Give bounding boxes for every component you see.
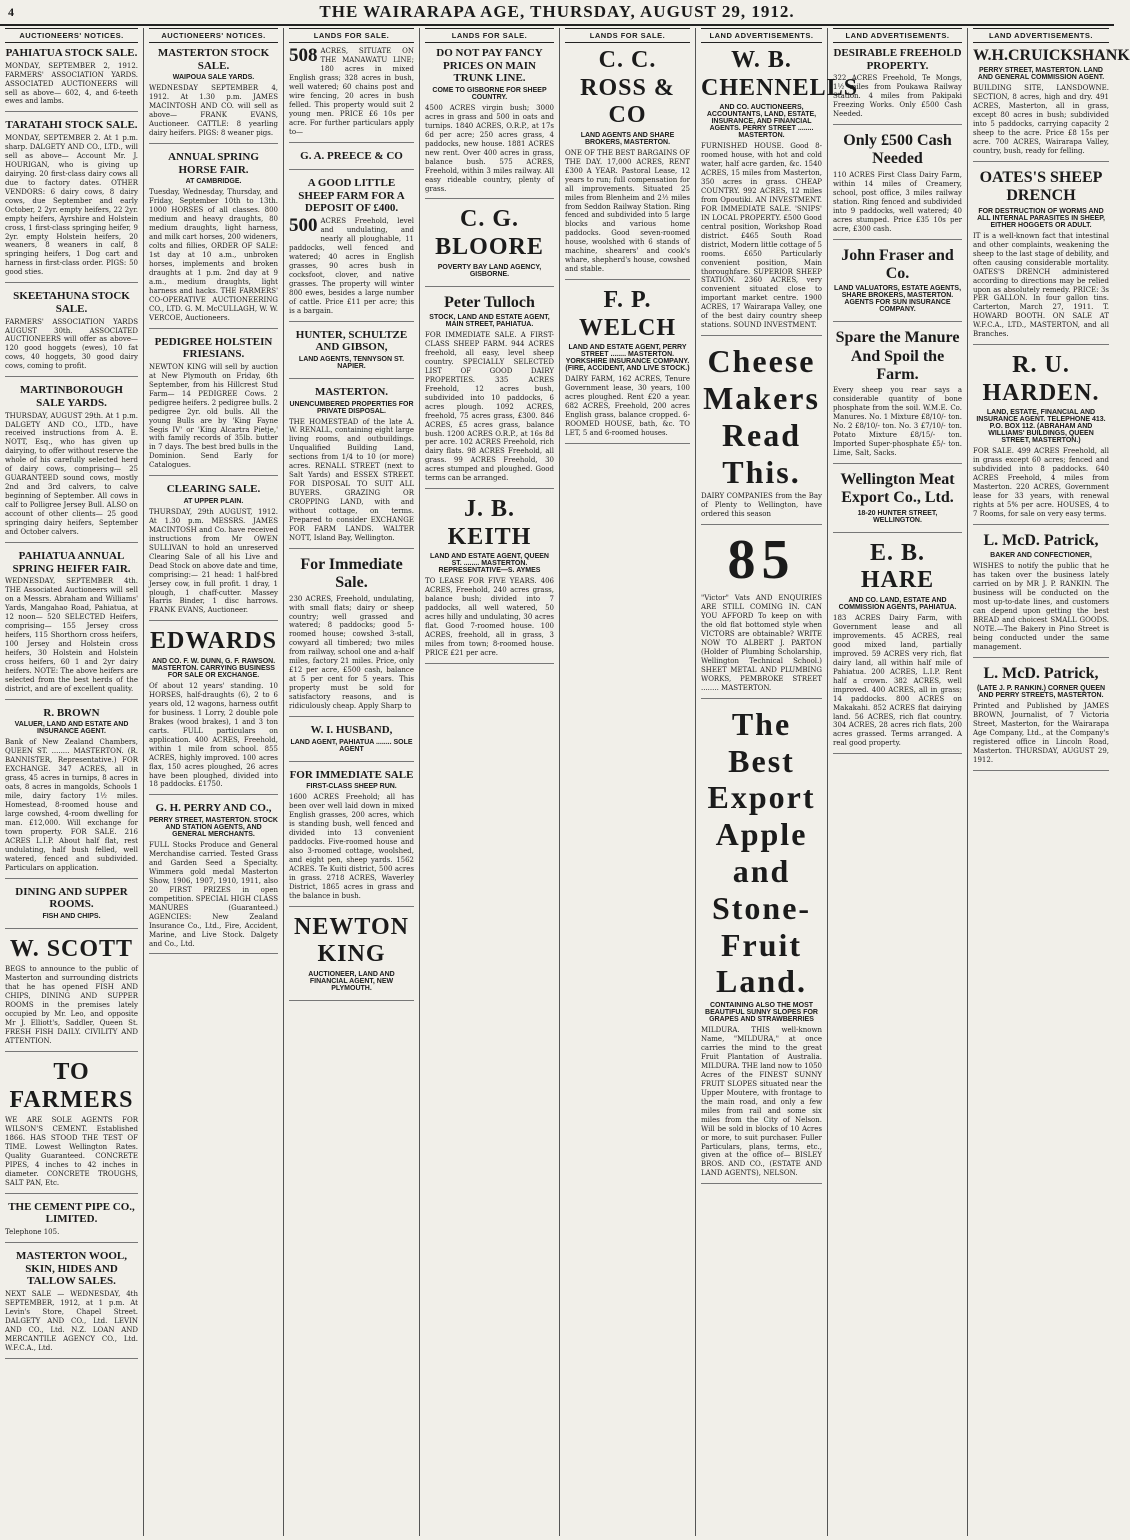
ad-subtitle: WAIPOUA SALE YARDS. [172,74,255,82]
advertisement [289,386,414,549]
ad-body [5,1116,138,1188]
ad-title: NEWTON KING [294,913,409,968]
advertisement [5,384,138,543]
advertisement [289,150,414,171]
ad-title: W. I. HUSBAND, [310,724,393,737]
advertisement [5,47,138,112]
column-heading: LANDS FOR SALE. [289,28,414,43]
ad-title: Spare the Manure And Spoil the Farm. [835,329,960,384]
ad-title: TARATAHI STOCK SALE. [5,119,138,132]
ad-subtitle: CONTAINING ALSO THE MOST BEAUTIFUL SUNNY SLOPES FOR GRAPES AND STRAWBERRIES [705,1002,818,1024]
ad-body [5,965,138,1046]
ad-text: ACRES Freehold, level and undulating, and nearly all ploughable, 11 paddocks, well fenced and watered; 40 acres in English grasses, 90 acres bush in cocksfoot, clover, and native grasses. The property will winter 800 ewes, besides a large number of cattle. Price £11 per acre; this is a bargain. [289,217,414,315]
ad-text: MILDURA. THIS well-known Name, "MILDURA," at once carries the mind to the great Fruit Plantation of Australia. MILDURA. THE land now to 1050 Acres of the FINEST SUNNY FRUIT SLOPES situated near the Upper Moutere, with frontage to the main road, and only a few miles from rail and some six miles from the City of Nelson. Will be sold in blocks of 10 Acres or more, to suit purchaser. Fuller Particulars, plans, terms, etc., given at the office of— BISLEY BROS. AND CO., (ESTATE AND LAND AGENTS), NELSON. [701,1026,822,1178]
ad-subtitle: COME TO GISBORNE FOR SHEEP COUNTRY. [432,86,547,101]
ad-text: 183 ACRES Dairy Farm, with Government lease and all improvements. 45 ACRES, real good mixed land, partially improved. 59 ACRES very rich, flat dairy land, all within half mile of Pahiatua. 200 ACRES, L.I.P. Rent half a crown. 382 ACRES, well improved. 400 ACRES, all in grass; 14 paddocks. 800 ACRES on Makakahi. 852 ACRES flat dairying land. 56 ACRES, rich flat country. 304 ACRES, 28 acres rich flats, 200 acres grassed. Terms arranged. A real good property. [833,614,962,748]
ad-text: WEDNESDAY, SEPTEMBER 4th. THE Associated Auctioneers will sell on a Messrs. Abraham and Williams' Yards, Mangahao Road, Pahiatua, at 12 noon— 520 SELECTED Heifers, comprising— 155 Jersey cross heifers, 115 Shorthorn cross heifers, 100 Jersey and Holstein cross heifers, 30 Holstein and Holstein cross heifers, 60 1 and 2yr dairy heifers. NOTE: The above heifers are selected from the best herds of the district, and are of excellent quality. [5,577,138,693]
advertisement [565,47,690,280]
column-heading: LAND ADVERTISEMENTS. [833,28,962,43]
ad-body [289,47,414,137]
ad-subtitle: POVERTY BAY LAND AGENCY, GISBORNE. [437,263,542,278]
ad-body [149,841,278,948]
ad-title: R. U. HARDEN. [982,352,1100,406]
ad-title: F. P. WELCH [578,287,676,341]
ad-title: PAHIATUA ANNUAL SPRING HEIFER FAIR. [12,549,131,575]
advertisement [833,540,962,754]
ad-subtitle: PERRY STREET, MASTERTON. STOCK AND STATION AGENTS, AND GENERAL MERCHANTS. [149,817,278,839]
column-4 [420,28,560,1536]
ad-subtitle: STOCK, LAND AND ESTATE AGENT, MAIN STREET, PAHIATUA. [429,314,550,329]
ad-subtitle: FIRST-CLASS SHEEP RUN. [306,783,397,791]
advertisement [149,802,278,954]
ad-text: NEXT SALE — WEDNESDAY, 4th SEPTEMBER, 1912, at 1 p.m. At Levin's Store, Chapel Street. DALGETY AND CO., Ltd. LEVIN AND CO., Ltd. N.Z. LOAN AND MERCANTILE AGENCY CO., Ltd. W.F.C.A., Ltd. [5,1289,138,1352]
column-heading: LAND ADVERTISEMENTS. [973,28,1109,43]
ad-body [833,614,962,748]
advertisement [701,343,822,525]
column-heading: AUCTIONEERS' NOTICES. [149,28,278,43]
masthead-title: THE WAIRARAPA AGE, THURSDAY, AUGUST 29, 1912. [319,2,795,21]
ad-body [833,386,962,458]
ad-body [5,412,138,537]
ad-body [5,577,138,693]
ad-text: NEWTON KING will sell by auction at New Plymouth on Friday, 6th September, from his Hillcrest Stud Farm— 14 PEDIGREE Cows. 2 pedigree heifers. 2 pedigree bulls. 2 pedigree 2yr. old bulls. All the young Bulls are by 'King Fayne Segis IV' or 'King Alcartra Pietje,' with family records of 35lb. butter in 7 days. The best bred bulls in the Dominion. Send Early for Catalogues. [149,362,279,470]
ad-body [701,1026,822,1178]
ad-title: G. H. PERRY AND CO., [155,802,272,815]
ad-subtitle: AT CAMBRIDGE. [185,178,242,186]
column-area [0,28,1130,1536]
ad-text: 110 ACRES First Class Dairy Farm, within 14 miles of Creamery, school, post office, 3 miles railway station. Ring fenced and subdivided into 9 paddocks, well watered; 40 acres stumped. Price £35 10s per acre, £300 cash. [833,170,962,233]
ad-text: WISHES to notify the public that he has taken over the business lately carried on by MR J. P. RANKIN. The business will be conducted on the most up-to-date lines, and customers can depend upon getting the best BREAD and choicest SMALL GOODS. NOTE.—The Bakery in Pino Street is being conducted under the same management. [973,562,1109,652]
advertisement [833,132,962,239]
ad-body [973,84,1109,156]
advertisement [425,294,554,490]
column-heading: LAND ADVERTISEMENTS. [701,28,822,43]
ad-body [149,84,278,138]
ad-subtitle: FOR DESTRUCTION OF WORMS AND ALL INTERNAL PARASITES IN SHEEP, EITHER HOGGETS OR ADULT. [977,207,1105,229]
ad-body [973,562,1109,652]
ad-text: DAIRY FARM, 162 ACRES, Tenure Government lease, 30 years, 100 acres ploughed. Rent £20 a year. 682 ACRES, Freehold, 200 acres English grass, balance cropped. 6-ROOMED HOUSE, bath, &c. TO LET, 5 and 6-roomed houses. [565,375,690,438]
ad-title: For Immediate Sale. [300,555,403,592]
advertisement [425,47,554,199]
ad-text: FOR SALE. 499 ACRES Freehold, all in grass except 60 acres; fenced and subdivided into 8 paddocks. 640 ACRES Freehold, 4 miles from Masterton. 220 ACRES, Government lease for 33 years, with renewal rights at 5% per acre. HOUSES, 4 to 7 Rooms, for sale on very easy terms. [973,447,1109,519]
ad-title: MASTERTON. [314,385,389,398]
column-5 [560,28,696,1536]
column-heading: LANDS FOR SALE. [425,28,554,43]
ad-title: MASTERTON WOOL, SKIN, HIDES AND TALLOW SALES. [15,1250,128,1288]
column-8 [968,28,1130,1536]
ad-title: PEDIGREE HOLSTEIN FRIESIANS. [154,335,273,361]
ad-text: ONE OF THE BEST BARGAINS OF THE DAY. 17,000 ACRES, RENT £300 A YEAR. Pastoral Lease, 12 years to run; full compensation for all improvements. Situated 25 miles from Blenheim and 2½ miles from Seddon Railway Station. Ring fenced and subdivided into 5 large blocks and various home paddocks. Good seven-roomed house, woolshed with 6 stands of machine, shearers' and cook's whare, shepherd's house, cowshed and stable. [565,148,690,274]
ad-title: TO FARMERS [9,1058,134,1113]
ad-text: 230 ACRES, Freehold, undulating, with small flats; dairy or sheep country; well grassed and watered; 8 paddocks; good 5-roomed house; cowshed 3-stall, cowyard all timbered; two miles from railway, school one and a-half miles, factory 21 miles. Price, only £12 per acre, £500 cash, balance at 5 per cent for 5 years. This property must be sold for satisfactory reasons, and is ridiculously cheap. Apply Sharp to [289,594,414,711]
ad-subtitle: FISH AND CHIPS. [42,912,101,920]
ad-title: EDWARDS [149,628,278,655]
ad-body [833,171,962,234]
ad-text: TO LEASE FOR FIVE YEARS. 406 ACRES, Freehold, 240 acres grass, balance bush; divided into 7 paddocks, all well watered, 50 acres hilly and undulating, 30 acres flat. Good 7-roomed house. 100 ACRES, freehold, all in grass, 3 miles from town; 8-roomed house. PRICE £21 per acre. [425,577,554,658]
ad-body [973,232,1109,339]
ad-body [5,134,138,277]
ad-subtitle: LAND AGENTS, TENNYSON ST. NAPIER. [298,355,405,370]
ad-body [289,595,414,711]
ad-text: 1600 ACRES Freehold; all has been over well laid down in mixed English grasses, 200 acres, which is standing bush, well fenced and divided into 13 convenient paddocks. Five-roomed house and also 3-roomed cottage, woolshed, and eight pen, sheep yards. 1562 ACRES. Te Kuiti district, 500 acres in grass. 2718 ACRES, Waverley District, 1865 acres in grass and the balance in bush. [289,793,414,900]
advertisement [5,119,138,283]
ad-text: Telephone 105. [5,1228,60,1237]
ad-title: SKEETAHUNA STOCK SALE. [13,290,130,315]
advertisement [833,329,962,464]
ad-text: FULL Stocks Produce and General Merchandise carried. Tested Grass and Garden Seed a Specialty. Wimmera gold medal Masterton Show, 1906, 1907, 1910, 1911, also 20 FIRST PRIZES in open competition. SPECIAL HIGH CLASS MANURES (Guaranteed.) AGENCIES: New Zealand Insurance Co., Ltd., Fire, Accident, Marine, and Live Stock. Dalgety and Co., Ltd. [149,841,278,948]
ad-title: W. B. CHENNELLS [701,47,859,101]
ad-subtitle: BAKER AND CONFECTIONER, [990,552,1092,560]
ad-body [973,702,1109,765]
advertisement [973,352,1109,525]
ad-text: Every sheep you rear says a considerable quantity of bone phosphate from the soil. W.M.E. Co. Manures. No. 1 Mixture £8/10/- ton. No. 2 £8/10/- ton. No. 3 £7/10/- ton. Potato Mixture £8/15/- ton. Imported Super-phosphate £5/- ton. Lime, Salt, Sacks. [833,386,962,458]
advertisement [425,496,554,664]
ad-subtitle: LAND VALUATORS, ESTATE AGENTS, SHARE BROKERS, MASTERTON. AGENTS FOR SUN INSURANCE COMPANY. [833,285,962,314]
advertisement [833,247,962,323]
ad-text: Tuesday, Wednesday, Thursday, and Friday, September 10th to 13th. 1000 HORSES of all classes. 800 medium and heavy draughts, 80 medium draughts, light harness, and milk cart horses, 200 wideners, colts and fillies, ORDER OF SALE: 1st day at 10 a.m., unbroken horses, implements and broken draughts at 1 p.m. 2nd day at 9 a.m., medium draughts, light harness and hacks. THE FARMERS' CO-OPERATIVE AUCTIONEERING CO., LTD. G. M. McCULLAGH, W. W. VERCOE, Auctioneers. [149,188,278,322]
advertisement [5,707,138,879]
advertisement [289,47,414,143]
advertisement [565,287,690,444]
advertisement [5,1250,138,1359]
advertisement [425,206,554,286]
ad-title: J. B. KEITH [447,496,532,550]
advertisement [289,329,414,379]
advertisement [701,47,859,336]
ad-text: 322 ACRES Freehold, Te Mongs, 1½ miles from Poukawa Railway Station. 4 miles from Pakipaki Freezing Works. Only £500 Cash Needed. [833,74,962,119]
ad-title: L. McD. Patrick, [983,664,1099,682]
ad-subtitle: AND CO. AUCTIONEERS, ACCOUNTANTS, LAND, ESTATE, INSURANCE, AND FINANCIAL AGENTS. PERRY STREET ........ MASTERTON. [706,104,817,140]
ad-text: IT is a well-known fact that intestinal and other complaints, weakening the sheep to the last stage of debility, and often causing considerable mortality. OATES'S DRENCH administered according to directions may be relied upon as absolutely remedy. PRICE: 3s PER GALLON. In four gallon tins. Carterton, March 27, 1911. T. HOWARD BOOTH. ON SALE AT W.F.C.A., LTD., MASTERTON, and all Branches. [973,231,1109,339]
advertisement [5,290,138,377]
acreage-figure: 508 [289,45,318,66]
ad-title: E. B. HARE [860,539,935,594]
ad-text: FURNISHED HOUSE. Good 8-roomed house, with hot and cold water, half acre garden, &c. 1540 ACRES, 15 miles from Masterton, 350 acres in grass. CHEAP COUNTRY. 992 ACRES, 12 miles from Opoutiki. AN INVESTMENT. FOR IMMEDIATE SALE. 'SNIPS' IN LOCAL PROPERTY. £500 Good central position, Workshop Road district. £465 South Road district, Modern little cottage of 5 rooms. £650 Particularly convenient position, Main thoroughfare. SUPERIOR SHEEP STATION. 2360 ACRES, very convenient situated close to important market centre. 1900 ACRES, 17 Wairarapa Valley, one of the best dairy country sheep stations. SOUND INVESTMENT. [701,142,822,330]
ad-body [289,217,414,315]
ad-title: OATES'S SHEEP DRENCH [979,169,1103,205]
ad-title: FOR IMMEDIATE SALE [289,768,414,781]
ad-text: BEGS to announce to the public of Masterton and surrounding districts that he has opened FISH AND CHIPS, DINING AND SUPPER ROOMS in the premises lately occupied by Mr. Leo, and opposite Mr J. Elliott's, Saddler, Queen St. FRESH FISH DAILY. CIVILITY AND ATTENTION. [5,965,138,1046]
ad-body [5,738,138,872]
advertisement [5,936,138,1052]
advertisement [833,471,962,533]
ad-subtitle: LAND AND ESTATE AGENT, PERRY STREET ........ MASTERTON. YORKSHIRE INSURANCE COMPANY. (FIRE, ACCIDENT, AND LIVE STOCK.) [565,344,690,373]
ad-title: 85 [727,529,796,592]
ad-title: MASTERTON STOCK SALE. [157,47,270,72]
advertisement [289,724,414,762]
advertisement [701,529,822,698]
ad-title: John Fraser and Co. [841,246,954,282]
ad-body [425,577,554,658]
ad-subtitle: LAND AGENTS AND SHARE BROKERS, MASTERTON. [580,131,675,146]
advertisement [289,177,414,321]
ad-text: MONDAY, SEPTEMBER 2. At 1 p.m. sharp. DALGETY AND CO., LTD., will sell as above— Account Mr. J. HOURIGAN, who is giving up dairying. 20 first-class dairy cows all due to factory dates. OTHER VENDORS: 6 dairy cows, 8 dairy cows, due September and early October, 2 2yr. empty heifers, 22 2yr. empty heifers, Ayrshire and Holstein cross, 1 first-class springing heifer, 9 2yr. empty Holstein heifers, 20 weaners, 8 weaners in calf, 8 springing heifers, 1 Dog cart and harness in first-class order. PIGS: 50 good sties. [5,134,138,277]
ad-title: CLEARING SALE. [166,483,261,496]
column-7 [828,28,968,1536]
advertisement [973,47,1130,162]
ad-text: MONDAY, SEPTEMBER 2, 1912. FARMERS' ASSOCIATION YARDS. ASSOCIATED AUCTIONEERS will sell as above— 602, 4, and 6-teeth ewes and lambs. [5,61,138,106]
ad-text: BUILDING SITE, LANSDOWNE. SECTION, 8 acres, high and dry. 491 ACRES, Masterton, all in grass, except 80 acres in bush; subdivided into 5 paddocks, carrying capacity 2 sheep to the acre. Price £8 15s per acre. 700 ACRES, Wairarapa Valley, country, bush, ready for felling. [973,84,1109,156]
ad-subtitle: VALUER, LAND AND ESTATE AND INSURANCE AGENT. [14,721,129,736]
ad-title: R. BROWN [43,706,100,719]
ad-body [565,375,690,438]
ad-text: THE HOMESTEAD of the late A. W. RENALL, containing eight large living rooms, and outbuildings. Unqualified Building Land, sections from 1/4 to 10 (or more) acres. RENALL STREET (next to Salt Yards) and ESSEX STREET. FOR DISPOSAL TO SUIT ALL BUYERS. GRAZING OR CROPPING LAND, with and without cottage, on terms. Prepared to consider EXCHANGE FOR FARM LANDS. WALTER NOTT, Island Bay, Wellington. [289,417,414,542]
advertisement [149,336,278,477]
ad-body [149,188,278,322]
advertisement [149,628,278,795]
ad-body [5,1290,138,1353]
advertisement [149,47,278,144]
ad-title: C. C. ROSS & CO [580,47,675,129]
advertisement [973,169,1109,345]
advertisement [5,1201,138,1243]
ad-title: DINING AND SUPPER ROOMS. [15,885,128,911]
ad-text: WE ARE SOLE AGENTS FOR WILSON'S CEMENT. Established 1866. HAS STOOD THE TEST OF TIME. Lowest Wellington Rates. Quality Guaranteed. CONCRETE PIPES, 4 inches to 42 inches in diameter. CONCRETE TROUGHS, SALT PAN, Etc. [5,1116,138,1187]
ad-body [149,363,278,470]
ad-subtitle: LAND, ESTATE, FINANCIAL AND INSURANCE AGENT. TELEPHONE 413. P.O. BOX 112. (ABRAHAM AND WILLIAMS' BUILDINGS, QUEEN STREET, MASTERTON.) [976,409,1106,445]
advertisement [701,706,822,1185]
ad-body [701,492,822,519]
ad-title: A GOOD LITTLE SHEEP FARM FOR A DEPOSIT OF £400. [298,177,405,215]
ad-subtitle: AND CO. LAND, ESTATE AND COMMISSION AGENTS, PAHIATUA. [838,597,957,612]
advertisement [5,550,138,700]
ad-title: HUNTER, SCHULTZE AND GIBSON, [295,328,408,354]
ad-subtitle: AND CO. F. W. DUNN, G. F. RAWSON. MASTERTON. CARRYING BUSINESS FOR SALE OR EXCHANGE. [151,657,276,679]
column-6 [696,28,859,1536]
acreage-figure: 500 [289,215,318,237]
ad-title: DO NOT PAY FANCY PRICES ON MAIN TRUNK LINE. [436,47,543,85]
page-number: 4 [8,5,15,19]
ad-title: ANNUAL SPRING HORSE FAIR. [168,151,259,176]
advertisement [5,1059,138,1194]
ad-body [289,793,414,900]
column-1 [0,28,144,1536]
ad-title: Cheese Makers Read This. [703,343,820,490]
ad-subtitle: AUCTIONEER, LAND AND FINANCIAL AGENT, NEW PLYMOUTH. [308,970,395,992]
ad-text: FARMERS' ASSOCIATION YARDS AUGUST 30th. ASSOCIATED AUCTIONEERS will offer as above— 120 good hoggets (ewes), 10 fat cows, 40 hoggets, 30 good dairy cows, coming to profit. [5,317,138,371]
advertisement [149,483,278,621]
advertisement [289,769,414,907]
ad-body [833,74,962,119]
ad-title: Only £500 Cash Needed [843,132,952,168]
ad-text: ACRES, SITUATE ON THE MANAWATU LINE; 180 acres in mixed English grass; 328 acres in bush, well watered; 60 chains post and wire fencing, 20 acres in bush felled. This property would suit 2 young men. PRICE £6 10s per acre. For further particulars apply to— [289,47,414,136]
ad-title: L. McD. Patrick, [983,532,1099,550]
ad-body [425,104,554,194]
ad-subtitle: (LATE J. P. RANKIN.) CORNER QUEEN AND PERRY STREETS, MASTERTON. [976,685,1106,700]
ad-subtitle: AT UPPER PLAIN. [183,497,244,505]
ad-body [425,331,554,483]
ad-title: DESIRABLE FREEHOLD PROPERTY. [833,47,962,72]
ad-subtitle: UNENCUMBERED PROPERTIES FOR PRIVATE DISPOSAL. [289,400,414,415]
column-3 [284,28,420,1536]
ad-body [5,318,138,372]
column-2 [144,28,284,1536]
advertisement [289,556,414,717]
ad-title: W. SCOTT [9,935,134,962]
ad-text: 4500 ACRES virgin bush; 3000 acres in grass and 500 in oats and turnips. 1840 ACRES, O.R.P., at 17s 6d per acre; 250 acres grass, 4 paddocks, new house. 1881 ACRES new rent. Over 400 acres in grass, balance bush. 575 ACRES, Freehold, within 3 miles railway. All easy rideable country, plenty of grass. [425,103,554,193]
ad-title: The Best Export Apple and Stone-Fruit Land. [707,705,816,1000]
ad-title: C. G. BLOORE [435,206,544,261]
ad-text: Bank of New Zealand Chambers, QUEEN ST. ........ MASTERTON. (R. BANNISTER, Representative.) FOR EXCHANGE. 347 ACRES, all in grass, 45 acres in turnips, 8 acres in oats, 8 acres in mangolds, Schools 1 mile, dairy factory 1½ miles. Homestead, 8-roomed house and large cowshed, 4-room dwelling for man. £12,000. Will exchange for town property. FOR SALE. 216 ACRES L.I.P. About half flat, rest undulating, half bush felled, well watered, fenced and subdivided. Particulars on application. [5,738,138,872]
column-heading: LANDS FOR SALE. [565,28,690,43]
advertisement [149,151,278,329]
ad-body [701,142,822,330]
column-heading: AUCTIONEERS' NOTICES. [5,28,138,43]
advertisement [973,665,1109,771]
advertisement [833,47,962,125]
ad-body [149,508,278,615]
masthead [0,0,1114,26]
ad-subtitle: LAND AGENT, PAHIATUA ........ SOLE AGENT [290,738,413,753]
ad-body [565,149,690,274]
ad-title: MARTINBOROUGH SALE YARDS. [20,384,123,409]
ad-body [973,447,1109,519]
ad-text: Printed and Published by JAMES BROWN, Journalist, of 7 Victoria Street, Masterton, for the Wairarapa Age Company, Ltd., at the Company's registered office in Lincoln Road, Masterton. THURSDAY, AUGUST 29, 1912. [973,702,1109,765]
ad-body [289,418,414,543]
ad-text: "Victor" Vats AND ENQUIRIES ARE STILL COMING IN. CAN YOU AFFORD To keep on with the old flat bottomed style when VICTORS are obtainable? WRITE NOW TO ALBERT J. PARTON (Holder of Plumbing Scholarship, Wellington Technical School.) SHEET METAL AND PLUMBING WORKS, PEMBROKE STREET ........ MASTERTON. [701,594,822,692]
ad-subtitle: LAND AND ESTATE AGENT, QUEEN ST. ........ MASTERTON. REPRESENTATIVE—S. AYMES [429,553,549,575]
ad-title: THE CEMENT PIPE CO., LIMITED. [8,1200,135,1226]
ad-text: THURSDAY, 29th AUGUST, 1912. At 1.30 p.m. MESSRS. JAMES MACINTOSH and Co. have received instructions from Mr OWEN SULLIVAN to hold an unreserved Clearing Sale of all his Live and Dead Stock on above date and time, comprising:— 21 head: 1 half-bred Jersey cow, in full profit. 1 dray, 1 plough, 1 chaff-cutter. Massey Harris Binder, 1 disc harrows. FRANK EVANS, Auctioneer. [149,507,278,615]
ad-text: FOR IMMEDIATE SALE. A FIRST-CLASS SHEEP FARM. 944 ACRES freehold, all easy, level sheep country. SPECIALLY SELECTED LIST OF GOOD DAIRY PROPERTIES. 335 ACRES Freehold, 12 acres bush, subdivided into 10 paddocks, 6 acres plough. 1092 ACRES, freehold, 75 acres grass, £300. 846 ACRES, £5 acres grass, balance bush. 1200 ACRES O.R.P., at 16s 8d per acre. 102 ACRES Freehold, rich dairy flats. 98 ACRES Freehold, all grass. 99 ACRES Freehold, 30 acres stumped and ploughed. Good terms can be arranged. [425,331,554,483]
ad-body [5,1228,138,1237]
ad-title: PAHIATUA STOCK SALE. [5,47,138,59]
advertisement [5,886,138,929]
ad-text: THURSDAY, AUGUST 29th. At 1 p.m. DALGETY AND CO., LTD., have received instructions from A. E. NOTT, Esq., who has given up dairying, to offer without reserve the whole of his carefully selected herd of dairy cows, comprising— 25 GUARANTEED sound cows, mostly 2nd and 3rd calvers, to calve beginning of September. All cows in calf to Polligree Jersey Bull. ALSO on account of other clients— 25 good springing dairy heifers, September and October calvers. [5,411,138,536]
ad-subtitle: 18-20 HUNTER STREET, WELLINGTON. [857,509,938,524]
ad-title: Wellington Meat Export Co., Ltd. [840,471,955,507]
ad-title: Peter Tulloch [444,293,535,311]
ad-title: W.H.CRUICKSHANK [973,47,1130,64]
ad-body [701,594,822,692]
ad-body [149,682,278,789]
advertisement [289,914,414,1001]
advertisement [973,532,1109,658]
ad-subtitle: PERRY STREET, MASTERTON. LAND AND GENERAL COMMISSION AGENT. [977,67,1105,82]
ad-text: Of about 12 years' standing. 10 HORSES, half-draughts (6), 2 to 6 years old, 12 wagons, harness outfit for business. 1 Lorry, 2 double pole Brakes (wood brakes), 1 and 3 ton carts. FULL particulars on application. 400 ACRES, Freehold, within 1 mile from school. 855 ACRES, highly improved. 100 acres flax, 150 acres ploughed, 26 acres have been ploughed, divided into 18 paddocks. £1750. [149,681,278,789]
ad-text: WEDNESDAY SEPTEMBER 4, 1912. At 1.30 p.m. JAMES MACINTOSH AND CO. will sell as above— FRANK EVANS, Auctioneer. CATTLE: 8 yearling dairy heifers. PIGS: 8 weaner pigs. [149,84,278,138]
ad-title: G. A. PREECE & CO [300,149,403,162]
ad-text: DAIRY COMPANIES from the Bay of Plenty to Wellington, have ordered this season [701,492,822,519]
ad-body [5,62,138,107]
